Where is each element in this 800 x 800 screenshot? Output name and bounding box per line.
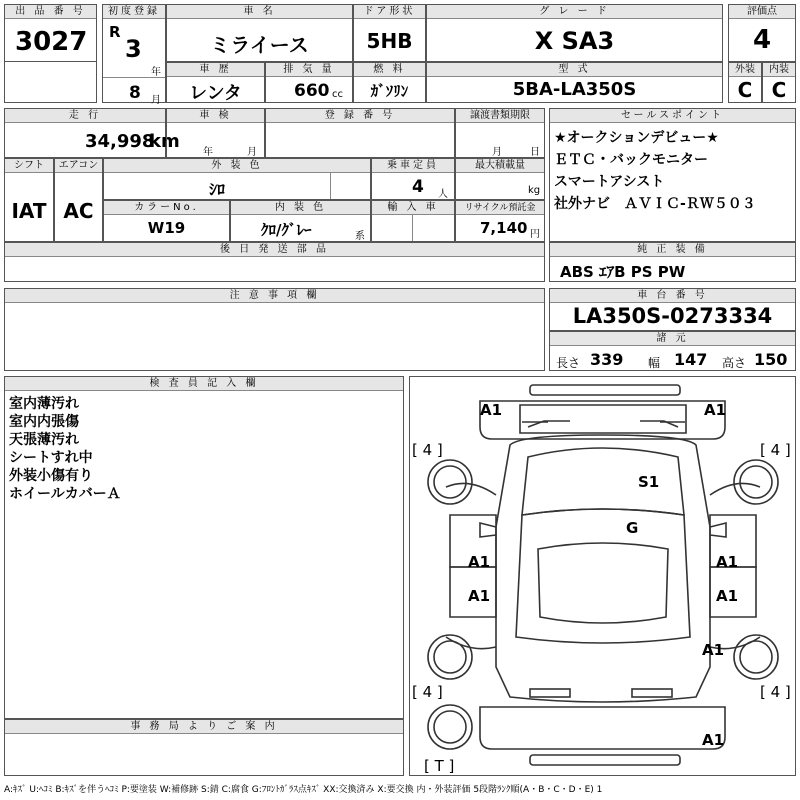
tire-rear-left: [ 4 ] xyxy=(412,683,443,701)
int-color-box xyxy=(230,200,371,242)
width: 147 xyxy=(674,350,708,369)
damage-front-right: A1 xyxy=(704,401,727,419)
color-label: 外 装 色 xyxy=(104,159,370,173)
shift-label: シフト xyxy=(5,159,53,173)
body-color: ｼﾛ xyxy=(208,180,225,199)
spare-tire: [ T ] xyxy=(424,757,455,775)
inspector-note: 室内薄汚れ xyxy=(9,396,79,412)
displacement-box xyxy=(265,62,353,103)
transfer-label: 譲渡書類期限 xyxy=(456,109,544,123)
int-color: ｸﾛ/ｸﾞﾚｰ xyxy=(261,221,312,239)
car-diagram xyxy=(409,376,796,776)
interior-label: 内装 xyxy=(763,63,795,77)
recycle-box xyxy=(455,200,545,242)
exterior-label: 外装 xyxy=(729,63,761,77)
int-color-label: 内 装 色 xyxy=(231,201,370,215)
year-unit: 年 xyxy=(151,67,161,78)
lot-number: 3027 xyxy=(15,27,88,57)
capacity-box xyxy=(371,158,455,200)
notes-box xyxy=(4,288,545,371)
transfer-day-unit: 日 xyxy=(530,147,540,158)
color-box xyxy=(103,158,371,200)
inspector-box xyxy=(4,376,404,719)
import-box xyxy=(371,200,455,242)
capacity-label: 乗車定員 xyxy=(372,159,454,173)
damage-quarter-right: A1 xyxy=(702,641,725,659)
lot-blank xyxy=(4,61,97,103)
sales-points-list xyxy=(554,127,756,215)
inspector-note: 室内内張傷 xyxy=(9,414,79,430)
height: 150 xyxy=(754,350,788,369)
sales-point: スマートアシスト xyxy=(554,174,665,190)
tire-front-left: [ 4 ] xyxy=(412,441,443,459)
damage-door-front-left: A1 xyxy=(468,587,491,605)
ac: AC xyxy=(63,199,94,223)
later-parts-box xyxy=(4,242,545,282)
transfer-box xyxy=(455,108,545,158)
damage-roof: S1 xyxy=(638,473,660,491)
mileage: 34,998 xyxy=(85,131,155,152)
reg-year: 3 xyxy=(125,35,142,63)
chassis-box xyxy=(549,288,796,331)
color-no-label: カラーNo. xyxy=(104,201,229,215)
inspector-note: シートすれ中 xyxy=(9,450,93,466)
equipment: ABS ｴｱB PS PW xyxy=(560,263,686,281)
interior-box xyxy=(762,62,796,103)
model-label: 型 式 xyxy=(427,63,722,77)
name-label: 車 名 xyxy=(167,5,352,19)
displacement-label: 排 気 量 xyxy=(266,63,352,77)
interior-grade: C xyxy=(771,78,787,102)
shift: IAT xyxy=(11,199,47,223)
car-outline-drawing xyxy=(410,377,795,775)
load-box xyxy=(455,158,545,200)
color-no-box xyxy=(103,200,230,242)
equipment-box xyxy=(549,242,796,282)
model-box xyxy=(426,62,723,103)
damage-glass: G xyxy=(626,519,639,537)
recycle-fee: 7,140 xyxy=(480,219,528,237)
first-registration-box xyxy=(102,4,166,106)
history: レンタ xyxy=(189,83,242,104)
grade: X SA3 xyxy=(534,27,615,55)
inspector-note: ホイールカバーＡ xyxy=(9,486,121,502)
specs-box xyxy=(549,331,796,371)
inspection-box xyxy=(166,108,265,158)
load-unit: kg xyxy=(528,185,541,196)
score: 4 xyxy=(752,25,772,55)
notes-label: 注 意 事 項 欄 xyxy=(5,289,544,303)
office-box xyxy=(4,719,404,776)
sales-point: ★オークションデビュー★ xyxy=(554,130,719,146)
reg-month: 8 xyxy=(129,83,141,103)
sales-points-box xyxy=(549,108,796,242)
exterior-box xyxy=(728,62,762,103)
first-reg-label: 初度登録 xyxy=(103,5,165,19)
width-label: 幅 xyxy=(648,356,661,370)
exterior-grade: C xyxy=(737,78,753,102)
damage-rear: A1 xyxy=(702,731,725,749)
month-unit: 月 xyxy=(151,95,161,106)
ac-box xyxy=(54,158,103,242)
displacement: 660 xyxy=(294,81,330,101)
color-no: W19 xyxy=(147,219,186,237)
ac-label: エアコン xyxy=(55,159,102,173)
insp-month-unit: 月 xyxy=(247,147,257,158)
tire-front-right: [ 4 ] xyxy=(760,441,791,459)
door-type: 5HB xyxy=(366,29,413,53)
damage-door-front-right: A1 xyxy=(716,587,739,605)
int-color-unit: 系 xyxy=(355,231,365,242)
mileage-box xyxy=(4,108,180,158)
car-name: ミライース xyxy=(210,33,309,57)
lot-label: 出 品 番 号 xyxy=(5,5,96,19)
inspector-note: 天張薄汚れ xyxy=(9,432,79,448)
chassis-number: LA350S-0273334 xyxy=(572,304,773,328)
length: 339 xyxy=(590,350,624,369)
chassis-label: 車 台 番 号 xyxy=(550,289,795,303)
model: 5BA-LA350S xyxy=(512,79,637,100)
damage-fender-left: A1 xyxy=(468,553,491,571)
car-name-box xyxy=(166,4,353,62)
lot-box xyxy=(4,4,97,62)
recycle-unit: 円 xyxy=(530,229,540,240)
damage-front-left: A1 xyxy=(480,401,503,419)
load-label: 最大積載量 xyxy=(456,159,544,173)
score-label: 評価点 xyxy=(729,5,795,19)
length-label: 長さ xyxy=(556,356,581,370)
mileage-unit: km xyxy=(149,131,180,152)
tire-rear-right: [ 4 ] xyxy=(760,683,791,701)
later-parts-label: 後 日 発 送 部 品 xyxy=(5,243,544,257)
damage-fender-right: A1 xyxy=(716,553,739,571)
door-box xyxy=(353,4,426,62)
sales-point: ＥＴＣ・バックモニター xyxy=(554,152,708,168)
era: R xyxy=(109,23,121,41)
reg-number-label: 登 録 番 号 xyxy=(266,109,454,123)
door-label: ドア形状 xyxy=(354,5,425,19)
sales-points-label: セールスポイント xyxy=(550,109,795,123)
height-label: 高さ xyxy=(722,356,747,370)
mileage-label: 走 行 xyxy=(5,109,165,123)
office-label: 事 務 局 よ り ご 案 内 xyxy=(5,720,403,734)
insp-year-unit: 年 xyxy=(203,147,213,158)
inspector-note: 外装小傷有り xyxy=(9,468,93,484)
fuel-box xyxy=(353,62,426,103)
reg-number-box xyxy=(265,108,455,158)
sales-point: 社外ナビ ＡＶＩＣ-ＲＷ５０３ xyxy=(554,196,756,212)
capacity: 4 xyxy=(412,177,424,197)
inspection-label: 車 検 xyxy=(167,109,264,123)
grade-label: グ レ ー ド xyxy=(427,5,722,19)
equipment-label: 純 正 装 備 xyxy=(550,243,795,257)
capacity-unit: 人 xyxy=(438,189,448,200)
fuel-label: 燃 料 xyxy=(354,63,425,77)
legend: A:ｷｽﾞ U:ﾍｺﾐ B:ｷｽﾞを伴うﾍｺﾐ P:要塗装 W:補修跡 S:錆 C:腐食 G:ﾌﾛﾝﾄｶﾞﾗｽ点ｷｽﾞ XX:交換済み X:要交換 内・外装評価 5段階ﾗﾝｸ順(A・B・C・D・E) 1 xyxy=(4,785,603,795)
grade-box xyxy=(426,4,723,62)
history-box xyxy=(166,62,265,103)
transfer-month-unit: 月 xyxy=(492,147,502,158)
score-box xyxy=(728,4,796,62)
shift-box xyxy=(4,158,54,242)
import-label: 輸 入 車 xyxy=(372,201,454,215)
history-label: 車 歴 xyxy=(167,63,264,77)
displacement-unit: cc xyxy=(332,89,343,100)
recycle-label: リサイクル預託金 xyxy=(456,201,544,215)
specs-label: 諸 元 xyxy=(550,332,795,346)
inspector-label: 検 査 員 記 入 欄 xyxy=(5,377,403,391)
inspector-notes xyxy=(9,395,121,503)
fuel: ｶﾞｿﾘﾝ xyxy=(370,82,409,100)
